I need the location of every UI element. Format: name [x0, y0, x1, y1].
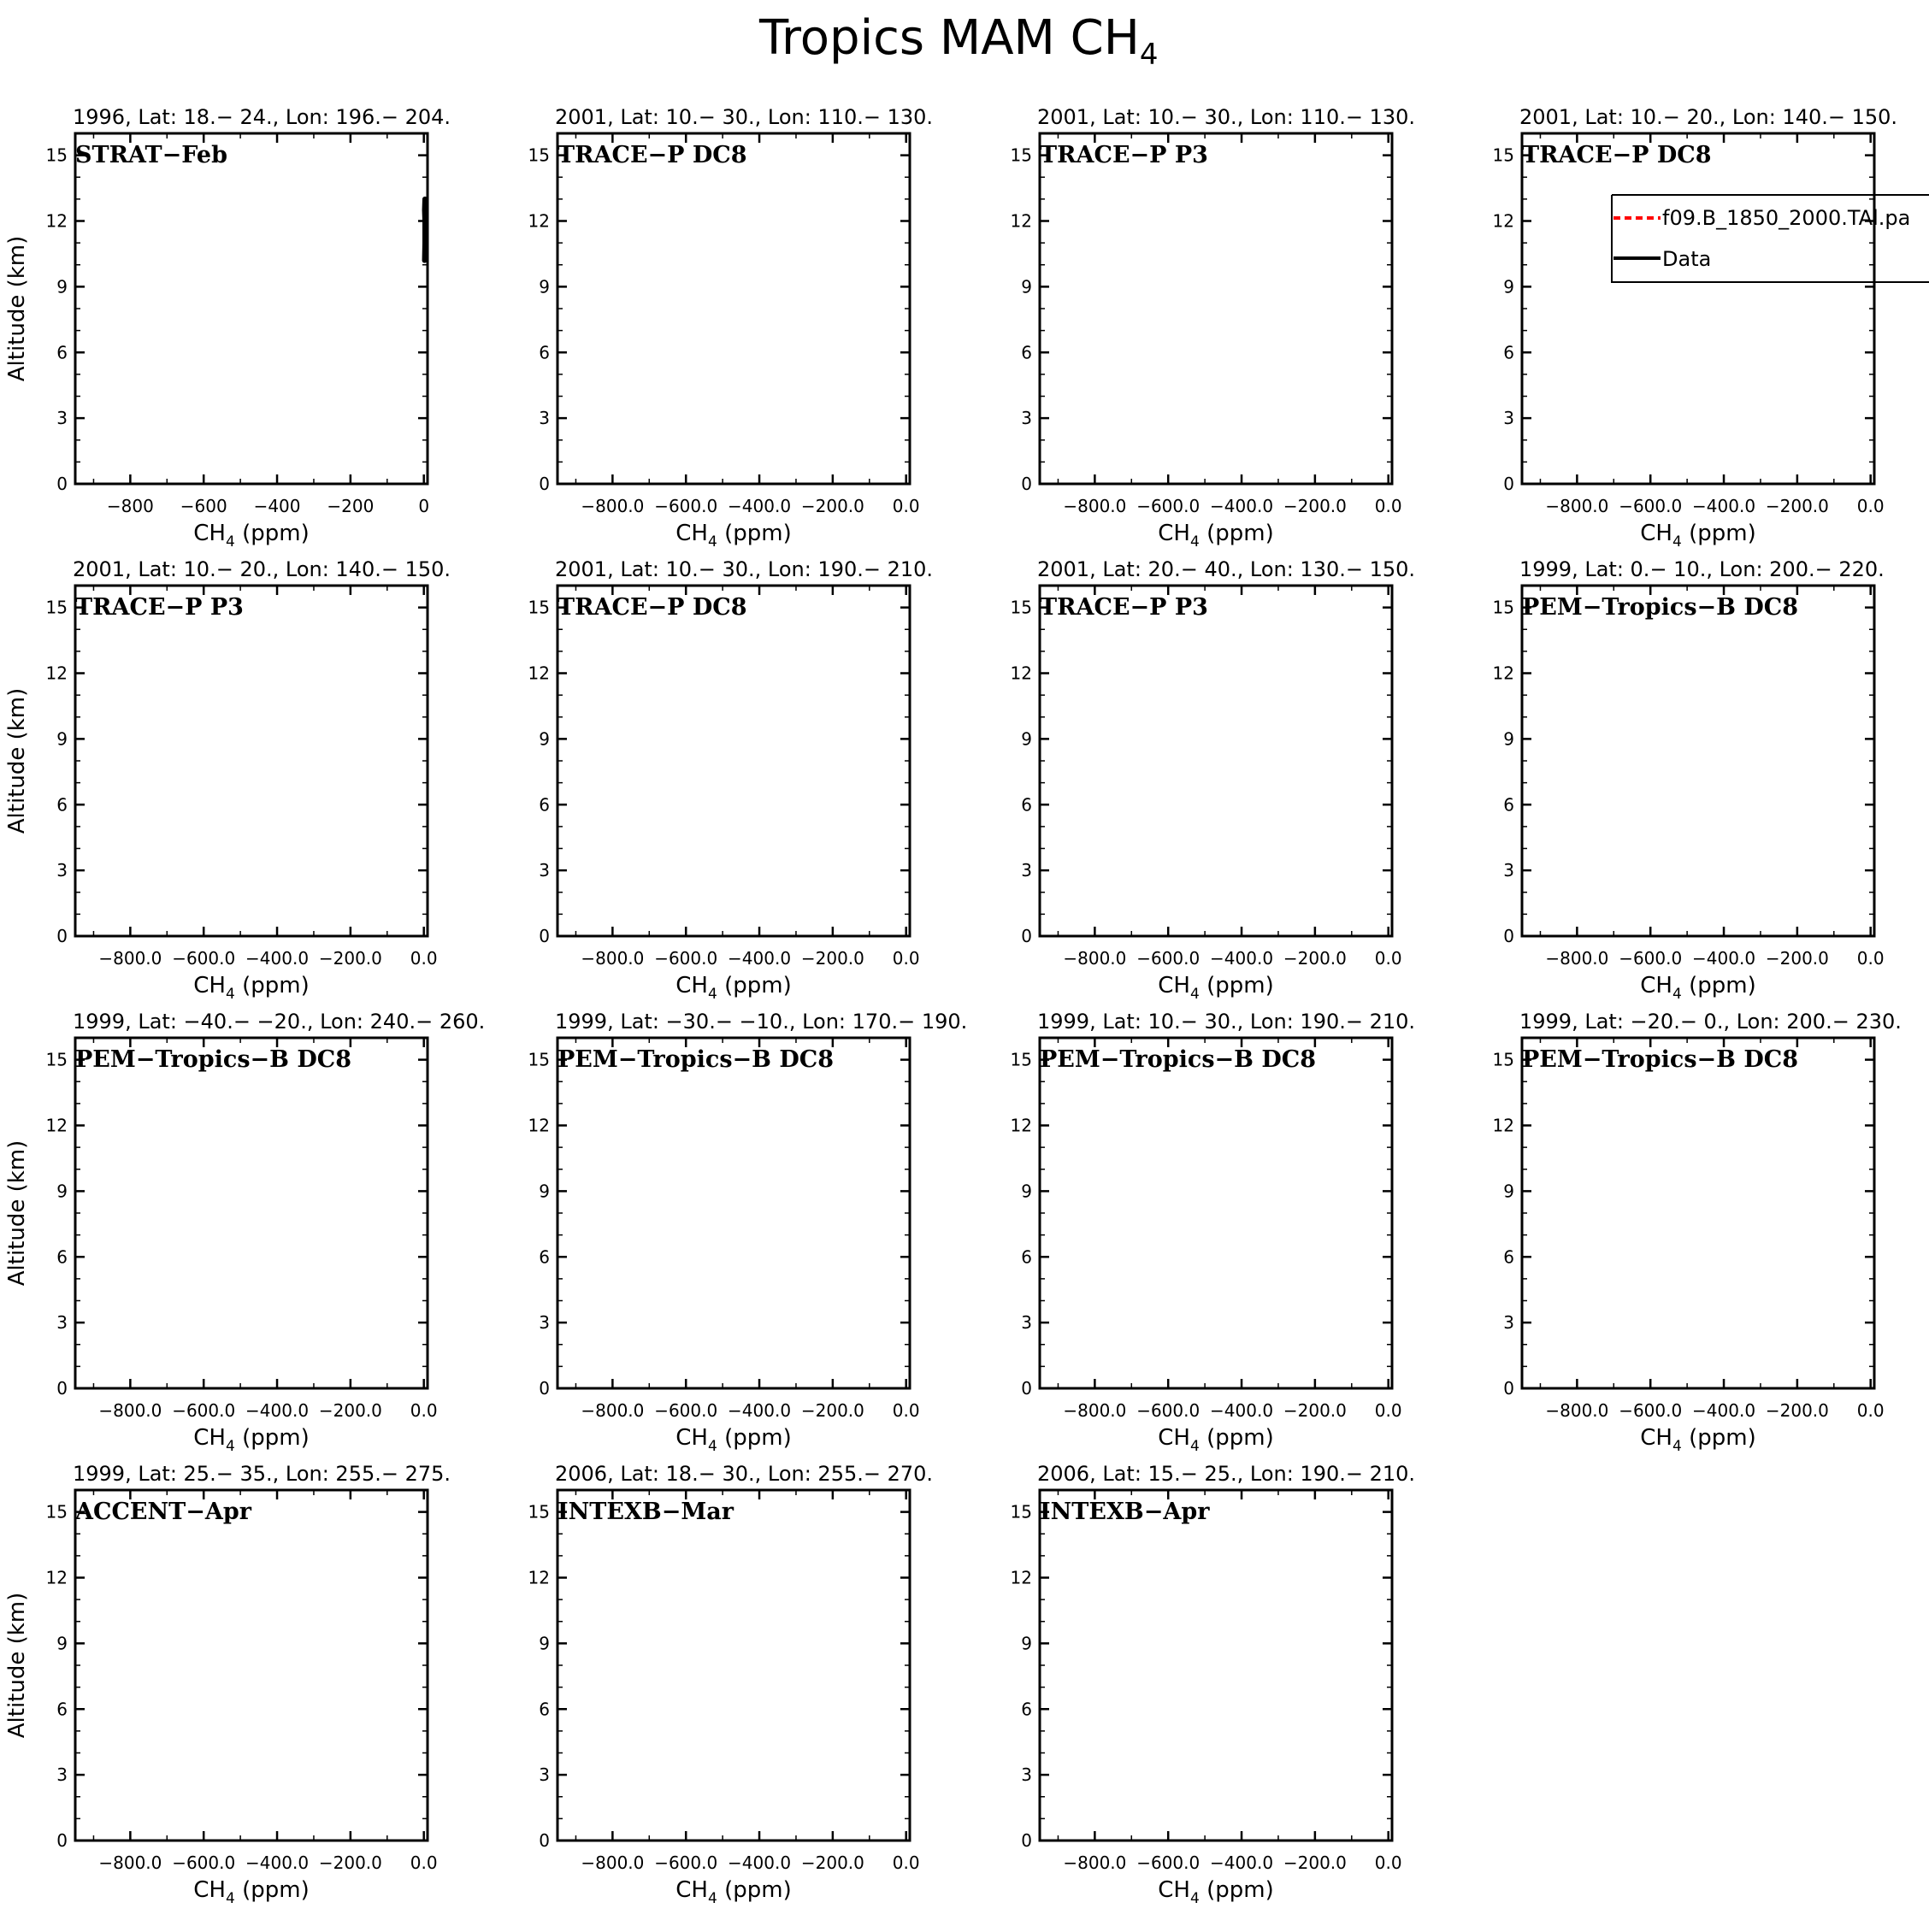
y-tick-label: 6 [56, 1246, 68, 1268]
y-tick-label: 3 [56, 1312, 68, 1334]
x-tick-label: −200.0 [1765, 496, 1829, 516]
campaign-label: INTEXB−Apr [1040, 1499, 1210, 1525]
y-tick-label: 6 [539, 1246, 550, 1268]
panel-header: 2001, Lat: 10.− 30., Lon: 190.− 210. [555, 557, 934, 581]
x-tick-label: −400.0 [245, 948, 310, 969]
y-tick-label: 15 [528, 1049, 550, 1070]
x-tick-label: 0.0 [892, 496, 920, 516]
y-tick-label: 15 [1010, 144, 1032, 166]
x-axis-title [1158, 1425, 1273, 1455]
x-tick-label: −400.0 [1210, 496, 1274, 516]
x-axis-title-main: CH [1640, 973, 1672, 998]
x-tick-label: −600.0 [172, 948, 236, 969]
y-tick-label: 3 [1021, 408, 1032, 429]
x-tick-label: −600.0 [1619, 496, 1683, 516]
x-axis-title [1640, 521, 1755, 551]
x-tick-label: −600.0 [1619, 1400, 1683, 1421]
y-tick-label: 15 [528, 1501, 550, 1523]
y-axis-title: Altitude (km) [4, 235, 30, 382]
y-tick-label: 6 [56, 342, 68, 363]
plot-frame [1040, 133, 1392, 484]
y-tick-label: 9 [1021, 276, 1032, 297]
x-axis-title-units: (ppm) [234, 1877, 310, 1903]
x-axis-title-main: CH [675, 973, 708, 998]
x-tick-label: −600.0 [654, 496, 718, 516]
y-tick-label: 9 [539, 728, 550, 750]
y-tick-label: 0 [1021, 1830, 1032, 1851]
x-axis-title-units: (ppm) [234, 1425, 310, 1451]
x-axis-title-main: CH [675, 1877, 708, 1903]
y-tick-label: 15 [528, 597, 550, 618]
x-tick-label: −200.0 [318, 1400, 382, 1421]
y-tick-label: 15 [45, 597, 68, 618]
x-axis-title-units: (ppm) [717, 1877, 792, 1903]
y-tick-label: 9 [539, 1633, 550, 1654]
y-tick-label: 0 [56, 1830, 68, 1851]
x-axis-title-subscript: 4 [708, 1890, 717, 1907]
legend-label-data: Data [1662, 247, 1712, 271]
y-tick-label: 3 [539, 408, 550, 429]
x-tick-label: −400.0 [1210, 948, 1274, 969]
x-axis-title [1158, 1877, 1273, 1907]
x-tick-label: −800.0 [98, 1400, 162, 1421]
x-axis-title-subscript: 4 [1190, 986, 1200, 1003]
panel-6 [528, 557, 934, 1003]
x-tick-label: −200 [327, 496, 375, 516]
campaign-label: TRACE−P DC8 [557, 142, 747, 168]
x-tick-label: −800.0 [98, 948, 162, 969]
x-tick-label: −400.0 [245, 1852, 310, 1873]
x-tick-label: −200.0 [1765, 1400, 1829, 1421]
x-axis-title [193, 1877, 309, 1907]
x-tick-label: −800.0 [1063, 948, 1127, 969]
panel-12 [1493, 1010, 1902, 1455]
panel-header: 2001, Lat: 10.− 20., Lon: 140.− 150. [1519, 105, 1898, 129]
plot-frame [75, 586, 428, 936]
x-axis-title-main: CH [1158, 1425, 1190, 1451]
panel-header: 1999, Lat: −30.− −10., Lon: 170.− 190. [555, 1010, 968, 1034]
plot-frame [557, 133, 910, 484]
x-axis-title-main: CH [675, 1425, 708, 1451]
y-tick-label: 0 [1503, 474, 1514, 494]
panel-header: 2001, Lat: 10.− 30., Lon: 110.− 130. [1037, 105, 1416, 129]
panel-3 [1011, 105, 1416, 551]
campaign-label: TRACE−P P3 [1040, 594, 1208, 621]
y-tick-label: 12 [45, 1567, 68, 1588]
x-tick-label: −800.0 [1545, 948, 1609, 969]
x-tick-label: −400.0 [1210, 1852, 1274, 1873]
y-tick-label: 3 [1021, 860, 1032, 881]
panel-header: 2006, Lat: 18.− 30., Lon: 255.− 270. [555, 1462, 934, 1486]
y-tick-label: 9 [1021, 1633, 1032, 1654]
panel-header: 2006, Lat: 15.− 25., Lon: 190.− 210. [1037, 1462, 1416, 1486]
y-axis-title: Altitude (km) [4, 1140, 30, 1287]
panel-8 [1493, 557, 1885, 1003]
x-axis-title-units: (ppm) [717, 1425, 792, 1451]
y-axis-title: Altitude (km) [4, 1592, 30, 1739]
y-tick-label: 12 [1010, 1567, 1032, 1588]
y-tick-label: 0 [1503, 926, 1514, 946]
x-axis-title-subscript: 4 [708, 533, 717, 551]
y-tick-label: 9 [1021, 1181, 1032, 1202]
x-tick-label: −800.0 [581, 496, 645, 516]
y-tick-label: 6 [1021, 342, 1032, 363]
y-tick-label: 6 [56, 794, 68, 816]
x-axis-title-subscript: 4 [226, 986, 235, 1003]
x-axis-title-main: CH [193, 1877, 226, 1903]
x-tick-label: −600.0 [1136, 496, 1200, 516]
x-tick-label: −400.0 [1692, 948, 1756, 969]
campaign-label: TRACE−P DC8 [1522, 142, 1712, 168]
x-tick-label: 0.0 [892, 948, 920, 969]
panel-header: 1999, Lat: 25.− 35., Lon: 255.− 275. [73, 1462, 451, 1486]
x-axis-title-units: (ppm) [1199, 1877, 1274, 1903]
x-tick-label: −400.0 [1210, 1400, 1274, 1421]
x-tick-label: −800.0 [98, 1852, 162, 1873]
panel-header: 2001, Lat: 20.− 40., Lon: 130.− 150. [1037, 557, 1416, 581]
figure-title [758, 10, 1159, 72]
panel-grid [4, 105, 1929, 1907]
x-axis-title [193, 1425, 309, 1455]
x-axis-title-subscript: 4 [708, 986, 717, 1003]
x-axis-title [1640, 973, 1755, 1003]
x-axis-title [675, 973, 791, 1003]
x-tick-label: −800.0 [581, 948, 645, 969]
y-tick-label: 12 [528, 1567, 550, 1588]
x-axis-title-subscript: 4 [226, 533, 235, 551]
x-axis-title-units: (ppm) [1199, 521, 1274, 546]
x-tick-label: −400.0 [728, 1400, 792, 1421]
y-tick-label: 0 [56, 474, 68, 494]
y-tick-label: 6 [1503, 794, 1514, 816]
y-tick-label: 9 [1021, 728, 1032, 750]
plot-frame [1522, 1038, 1874, 1388]
x-axis-title-subscript: 4 [1190, 1890, 1200, 1907]
y-tick-label: 0 [539, 474, 550, 494]
y-tick-label: 12 [45, 663, 68, 684]
y-tick-label: 3 [56, 860, 68, 881]
x-tick-label: −600.0 [172, 1400, 236, 1421]
x-axis-title-main: CH [193, 973, 226, 998]
x-tick-label: −200.0 [800, 948, 864, 969]
y-tick-label: 9 [539, 276, 550, 297]
x-tick-label: 0.0 [1856, 948, 1885, 969]
x-tick-label: −400.0 [728, 948, 792, 969]
x-tick-label: −200.0 [1765, 948, 1829, 969]
x-tick-label: −200.0 [1283, 1400, 1347, 1421]
y-tick-label: 12 [528, 210, 550, 232]
campaign-label: PEM−Tropics−B DC8 [1522, 1046, 1799, 1073]
x-tick-label: −600.0 [1136, 1852, 1200, 1873]
x-tick-label: −600.0 [654, 1400, 718, 1421]
y-tick-label: 0 [1503, 1378, 1514, 1399]
y-tick-label: 3 [539, 1764, 550, 1786]
y-tick-label: 3 [1021, 1764, 1032, 1786]
x-tick-label: −200.0 [1283, 948, 1347, 969]
y-tick-label: 9 [1503, 1181, 1514, 1202]
x-tick-label: −600.0 [654, 948, 718, 969]
x-tick-label: 0.0 [1856, 1400, 1885, 1421]
x-tick-label: −200.0 [1283, 496, 1347, 516]
x-tick-label: −600.0 [1136, 1400, 1200, 1421]
x-axis-title-units: (ppm) [717, 973, 792, 998]
campaign-label: STRAT−Feb [75, 142, 227, 168]
x-axis-title-main: CH [1158, 1877, 1190, 1903]
x-tick-label: 0.0 [1374, 1400, 1402, 1421]
y-axis-title: Altitude (km) [4, 687, 30, 834]
plot-frame [1522, 586, 1874, 936]
x-axis-title-main: CH [1640, 521, 1672, 546]
x-tick-label: 0 [418, 496, 430, 516]
x-axis-title [675, 521, 791, 551]
x-tick-label: −600.0 [654, 1852, 718, 1873]
x-tick-label: 0.0 [892, 1852, 920, 1873]
plot-frame [75, 1490, 428, 1841]
x-axis-title-units: (ppm) [1681, 973, 1756, 998]
y-tick-label: 6 [1503, 342, 1514, 363]
x-axis-title-units: (ppm) [234, 521, 310, 546]
panel-header: 1999, Lat: −40.− −20., Lon: 240.− 260. [73, 1010, 486, 1034]
x-tick-label: −200.0 [318, 948, 382, 969]
y-tick-label: 6 [1021, 1246, 1032, 1268]
x-axis-title-units: (ppm) [1681, 521, 1756, 546]
x-axis-title-main: CH [1640, 1425, 1672, 1451]
plot-frame [557, 1490, 910, 1841]
x-tick-label: 0.0 [1374, 948, 1402, 969]
x-axis-title [1640, 1425, 1755, 1455]
x-axis-title-units: (ppm) [717, 521, 792, 546]
plot-frame [1522, 133, 1874, 484]
y-tick-label: 15 [45, 1501, 68, 1523]
plot-frame [1040, 1038, 1392, 1388]
x-axis-title [193, 973, 309, 1003]
x-tick-label: 0.0 [1374, 1852, 1402, 1873]
y-tick-label: 0 [1021, 1378, 1032, 1399]
x-axis-title-main: CH [193, 1425, 226, 1451]
panel-15 [1011, 1462, 1416, 1907]
y-tick-label: 15 [1010, 1501, 1032, 1523]
y-tick-label: 12 [1492, 210, 1514, 232]
x-tick-label: −400.0 [728, 496, 792, 516]
y-tick-label: 9 [56, 1633, 68, 1654]
x-tick-label: −200.0 [800, 496, 864, 516]
y-tick-label: 6 [539, 794, 550, 816]
x-axis-title-subscript: 4 [1190, 1438, 1200, 1455]
y-tick-label: 12 [45, 1115, 68, 1136]
y-tick-label: 9 [56, 728, 68, 750]
x-axis-title [1158, 973, 1273, 1003]
y-tick-label: 0 [1021, 926, 1032, 946]
y-tick-label: 12 [1010, 1115, 1032, 1136]
y-tick-label: 0 [539, 1378, 550, 1399]
x-tick-label: −800.0 [1545, 1400, 1609, 1421]
panel-header: 1999, Lat: −20.− 0., Lon: 200.− 230. [1519, 1010, 1902, 1034]
campaign-label: INTEXB−Mar [557, 1499, 734, 1525]
x-tick-label: −800 [106, 496, 154, 516]
y-tick-label: 9 [56, 1181, 68, 1202]
y-tick-label: 15 [1492, 144, 1514, 166]
y-tick-label: 9 [56, 276, 68, 297]
y-tick-label: 9 [1503, 728, 1514, 750]
y-tick-label: 3 [1503, 408, 1514, 429]
panel-1 [4, 105, 451, 551]
y-tick-label: 15 [1492, 597, 1514, 618]
x-tick-label: −600.0 [172, 1852, 236, 1873]
x-tick-label: 0.0 [892, 1400, 920, 1421]
panel-header: 1999, Lat: 0.− 10., Lon: 200.− 220. [1519, 557, 1885, 581]
legend-label-model: f09.B_1850_2000.TAl.pa [1662, 206, 1911, 230]
x-axis-title-units: (ppm) [1199, 1425, 1274, 1451]
x-tick-label: −600.0 [1136, 948, 1200, 969]
campaign-label: TRACE−P P3 [75, 594, 244, 621]
y-tick-label: 3 [539, 860, 550, 881]
x-tick-label: −800.0 [581, 1400, 645, 1421]
panel-7 [1011, 557, 1416, 1003]
y-tick-label: 15 [45, 1049, 68, 1070]
x-tick-label: −800.0 [1063, 1400, 1127, 1421]
plot-frame [75, 133, 428, 484]
y-tick-label: 12 [1492, 663, 1514, 684]
panel-11 [1011, 1010, 1416, 1455]
y-tick-label: 15 [45, 144, 68, 166]
y-tick-label: 3 [1503, 860, 1514, 881]
x-axis-title-main: CH [1158, 521, 1190, 546]
x-tick-label: −800.0 [1063, 496, 1127, 516]
y-tick-label: 6 [539, 342, 550, 363]
x-axis-title-subscript: 4 [1672, 1438, 1682, 1455]
y-tick-label: 15 [528, 144, 550, 166]
campaign-label: ACCENT−Apr [75, 1499, 251, 1525]
panel-header: 2001, Lat: 10.− 20., Lon: 140.− 150. [73, 557, 451, 581]
campaign-label: PEM−Tropics−B DC8 [557, 1046, 835, 1073]
x-axis-title-units: (ppm) [234, 973, 310, 998]
campaign-label: TRACE−P P3 [1040, 142, 1208, 168]
x-tick-label: −400.0 [1692, 496, 1756, 516]
plot-frame [75, 1038, 428, 1388]
campaign-label: PEM−Tropics−B DC8 [75, 1046, 352, 1073]
panel-14 [528, 1462, 934, 1907]
panel-5 [4, 557, 451, 1003]
y-tick-label: 3 [1021, 1312, 1032, 1334]
campaign-label: PEM−Tropics−B DC8 [1040, 1046, 1317, 1073]
legend [1612, 195, 1929, 282]
x-tick-label: −200.0 [1283, 1852, 1347, 1873]
figure-title-subscript: 4 [1139, 38, 1159, 72]
x-tick-label: −200.0 [800, 1400, 864, 1421]
x-tick-label: −200.0 [800, 1852, 864, 1873]
x-tick-label: −200.0 [318, 1852, 382, 1873]
x-axis-title-units: (ppm) [1199, 973, 1274, 998]
x-axis-title-subscript: 4 [1672, 986, 1682, 1003]
plot-frame [557, 586, 910, 936]
plot-frame [1040, 586, 1392, 936]
x-axis-title-subscript: 4 [1190, 533, 1200, 551]
panel-header: 2001, Lat: 10.− 30., Lon: 110.− 130. [555, 105, 934, 129]
x-axis-title [675, 1425, 791, 1455]
y-tick-label: 3 [1503, 1312, 1514, 1334]
x-tick-label: −400 [253, 496, 301, 516]
panel-header: 1996, Lat: 18.− 24., Lon: 196.− 204. [73, 105, 451, 129]
x-tick-label: 0.0 [1374, 496, 1402, 516]
y-tick-label: 3 [56, 1764, 68, 1786]
x-axis-title-main: CH [193, 521, 226, 546]
x-axis-title-subscript: 4 [708, 1438, 717, 1455]
x-axis-title [1158, 521, 1273, 551]
x-tick-label: −400.0 [1692, 1400, 1756, 1421]
x-tick-label: −600.0 [1619, 948, 1683, 969]
panel-4 [1493, 105, 1929, 551]
y-tick-label: 0 [539, 1830, 550, 1851]
y-tick-label: 0 [1021, 474, 1032, 494]
y-tick-label: 6 [1503, 1246, 1514, 1268]
x-tick-label: 0.0 [1856, 496, 1885, 516]
x-tick-label: −800.0 [581, 1852, 645, 1873]
x-axis-title-main: CH [1158, 973, 1190, 998]
x-tick-label: 0.0 [410, 948, 438, 969]
x-tick-label: 0.0 [410, 1852, 438, 1873]
y-tick-label: 0 [56, 926, 68, 946]
y-tick-label: 0 [56, 1378, 68, 1399]
y-tick-label: 6 [1021, 794, 1032, 816]
y-tick-label: 0 [539, 926, 550, 946]
x-axis-title-subscript: 4 [226, 1890, 235, 1907]
y-tick-label: 6 [1021, 1699, 1032, 1720]
y-tick-label: 12 [528, 663, 550, 684]
panel-header: 1999, Lat: 10.− 30., Lon: 190.− 210. [1037, 1010, 1416, 1034]
panel-13 [4, 1462, 451, 1907]
y-tick-label: 12 [528, 1115, 550, 1136]
y-tick-label: 6 [56, 1699, 68, 1720]
x-axis-title [193, 521, 309, 551]
y-tick-label: 12 [1010, 210, 1032, 232]
x-tick-label: −400.0 [245, 1400, 310, 1421]
y-tick-label: 15 [1010, 1049, 1032, 1070]
x-axis-title-subscript: 4 [1672, 533, 1682, 551]
x-axis-title-subscript: 4 [226, 1438, 235, 1455]
campaign-label: PEM−Tropics−B DC8 [1522, 594, 1799, 621]
x-tick-label: −800.0 [1545, 496, 1609, 516]
y-tick-label: 9 [539, 1181, 550, 1202]
x-axis-title-units: (ppm) [1681, 1425, 1756, 1451]
x-tick-label: −600 [180, 496, 227, 516]
x-tick-label: −400.0 [728, 1852, 792, 1873]
x-axis-title [675, 1877, 791, 1907]
x-axis-title-main: CH [675, 521, 708, 546]
y-tick-label: 15 [1492, 1049, 1514, 1070]
x-tick-label: −800.0 [1063, 1852, 1127, 1873]
figure-title-main: Tropics MAM CH [759, 10, 1140, 66]
campaign-label: TRACE−P DC8 [557, 594, 747, 621]
y-tick-label: 6 [539, 1699, 550, 1720]
y-tick-label: 9 [1503, 276, 1514, 297]
y-tick-label: 12 [1010, 663, 1032, 684]
y-tick-label: 15 [1010, 597, 1032, 618]
panel-2 [528, 105, 934, 551]
y-tick-label: 12 [45, 210, 68, 232]
plot-frame [1040, 1490, 1392, 1841]
y-tick-label: 3 [56, 408, 68, 429]
panel-10 [528, 1010, 968, 1455]
x-tick-label: 0.0 [410, 1400, 438, 1421]
y-tick-label: 12 [1492, 1115, 1514, 1136]
panel-9 [4, 1010, 485, 1455]
y-tick-label: 3 [539, 1312, 550, 1334]
plot-frame [557, 1038, 910, 1388]
